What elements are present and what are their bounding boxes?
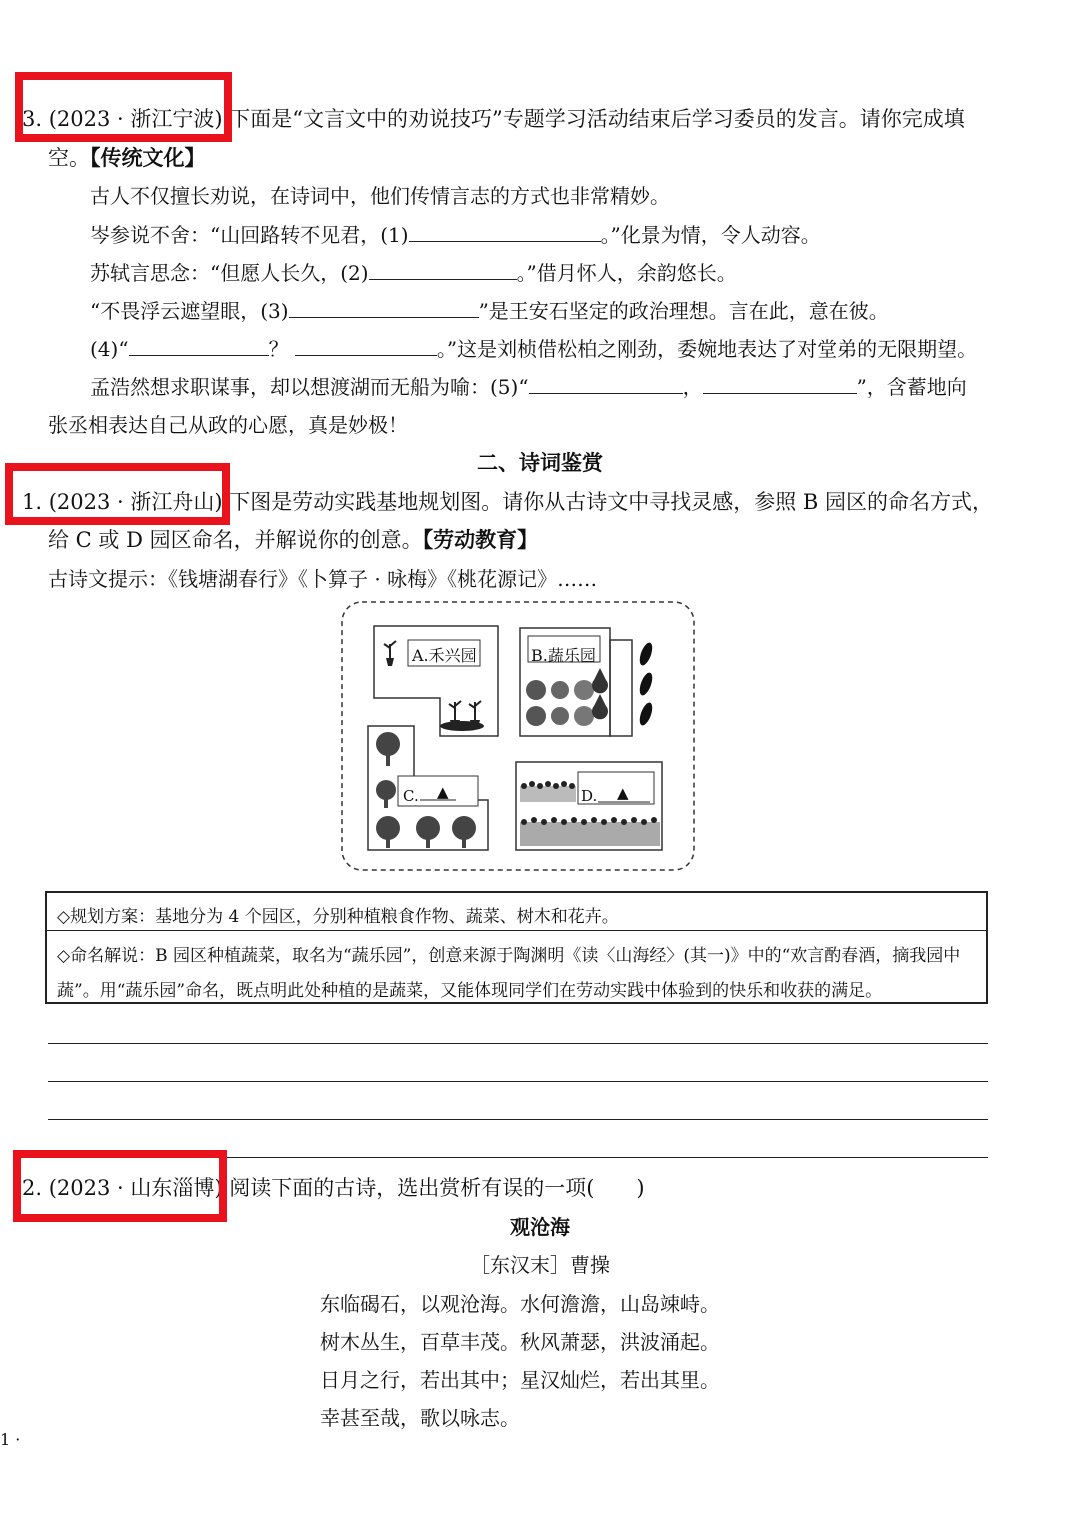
q3-stem-end: 空。 — [48, 146, 90, 170]
planning-table — [45, 891, 988, 1004]
q2-stem: 2. (2023 · 山东淄博) 阅读下面的古诗，选出赏析有误的一项( ) — [22, 1176, 645, 1200]
naming-row: ◇命名解说：B 园区种植蔬菜，取名为“蔬乐园”，创意来源于陶渊明《读〈山海经〉(其一)》中的“欢言酌春酒，摘我园中蔬”。用“蔬乐园”命名，既点明此处种植的是蔬菜，又能体现同学们在劳动实践中体验到的快乐和收获的满足。 — [57, 946, 961, 1001]
q3-p3-text-a: 苏轼言思念：“但愿人长久，(2) — [90, 261, 369, 285]
q3-p6-text-c: ”，含蓄地向 — [856, 375, 967, 399]
zone-c-label: C. — [403, 787, 419, 805]
q3-p4-text-b: ”是王安石坚定的政治理想。言在此，意在彼。 — [478, 299, 889, 323]
q3-paragraph-7: 张丞相表达自己从政的心愿，真是妙极！ — [48, 413, 408, 437]
vegetables-icon — [526, 668, 608, 726]
q3-stem-line2 — [48, 142, 206, 172]
q3-p3-text-b: 。”借月怀人，余韵悠长。 — [516, 261, 737, 285]
q3-paragraph-2 — [90, 219, 821, 248]
highlight-box-q3-source — [15, 72, 232, 142]
zone-d-triangle: ▲ — [617, 784, 629, 802]
blank-3[interactable] — [289, 297, 479, 318]
answer-line-2[interactable] — [48, 1081, 988, 1082]
q3-p2-text-b: 。”化景为情，令人动容。 — [600, 223, 821, 247]
q3-p4-text-a: “不畏浮云遮望眼，(3) — [90, 299, 289, 323]
eggplant-icon — [637, 641, 655, 727]
poem-line: 日月之行，若出其中；星汉灿烂，若出其里。 — [320, 1368, 720, 1392]
q1-stem-line2 — [48, 524, 538, 554]
blank-5b[interactable] — [703, 373, 857, 394]
q3-p5-text-a: (4)“ — [90, 337, 129, 361]
q3-paragraph-1: 古人不仅擅长劝说，在诗词中，他们传情言志的方式也非常精妙。 — [90, 184, 670, 208]
q3-stem-line1: 3. (2023 · 浙江宁波) 下面是“文言文中的劝说技巧”专题学习活动结束后学习委员的发言。请你完成填 — [22, 107, 965, 131]
q3-paragraph-4 — [90, 295, 889, 324]
q3-paragraph-6 — [90, 371, 967, 400]
poem-line: 树木丛生，百草丰茂。秋风萧瑟，洪波涌起。 — [320, 1330, 720, 1354]
q1-hint: 古诗文提示：《钱塘湖春行》《卜算子 · 咏梅》《桃花源记》…… — [48, 567, 598, 591]
poem-author: ［东汉末］曹操 — [470, 1253, 610, 1277]
zone-b-side — [610, 640, 632, 736]
poem-title: 观沧海 — [510, 1215, 570, 1239]
q3-p5-text-b: ？ — [268, 337, 289, 361]
zone-c-triangle: ▲ — [437, 783, 449, 801]
page-marker: 1 · — [0, 1430, 21, 1449]
planning-row: ◇规划方案：基地分为 4 个园区，分别种植粮食作物、蔬菜、树木和花卉。 — [47, 893, 986, 931]
zone-b-label: B.蔬乐园 — [531, 646, 596, 665]
q3-p6-text-a: 孟浩然想求职谋事，却以想渡湖而无船为喻：(5)“ — [90, 375, 529, 399]
blank-4a[interactable] — [129, 335, 269, 356]
zone-a-label: A.禾兴园 — [412, 646, 477, 665]
blank-1[interactable] — [409, 221, 601, 242]
blank-5a[interactable] — [529, 373, 683, 394]
q3-p6-text-b: ， — [682, 375, 703, 399]
blank-4b[interactable] — [295, 335, 437, 356]
answer-line-1[interactable] — [48, 1043, 988, 1044]
blank-2[interactable] — [369, 259, 517, 280]
q3-category-tag: 【传统文化】 — [90, 146, 206, 170]
q1-stem-end: 给 C 或 D 园区命名，并解说你的创意。 — [48, 528, 423, 552]
garden-map — [340, 600, 696, 872]
highlight-box-q1-source — [5, 463, 230, 525]
q3-paragraph-5 — [90, 333, 977, 362]
q3-paragraph-3 — [90, 257, 737, 286]
q3-p5-text-c: 。”这是刘桢借松柏之刚劲，委婉地表达了对堂弟的无限期望。 — [436, 337, 978, 361]
q1-stem-line1: 1. (2023 · 浙江舟山) 下图是劳动实践基地规划图。请你从古诗文中寻找灵感，参照 B 园区的命名方式， — [22, 490, 994, 514]
highlight-box-q2-source — [13, 1150, 227, 1222]
section-title: 二、诗词鉴赏 — [477, 451, 603, 475]
q1-category-tag: 【劳动教育】 — [422, 528, 539, 552]
q3-p2-text-a: 岑参说不舍：“山回路转不见君，(1) — [90, 223, 409, 247]
poem-line: 东临碣石，以观沧海。水何澹澹，山岛竦峙。 — [320, 1292, 720, 1316]
answer-line-3[interactable] — [48, 1119, 988, 1120]
zone-d-label: D. — [581, 787, 598, 805]
poem-line: 幸甚至哉，歌以咏志。 — [320, 1406, 520, 1430]
